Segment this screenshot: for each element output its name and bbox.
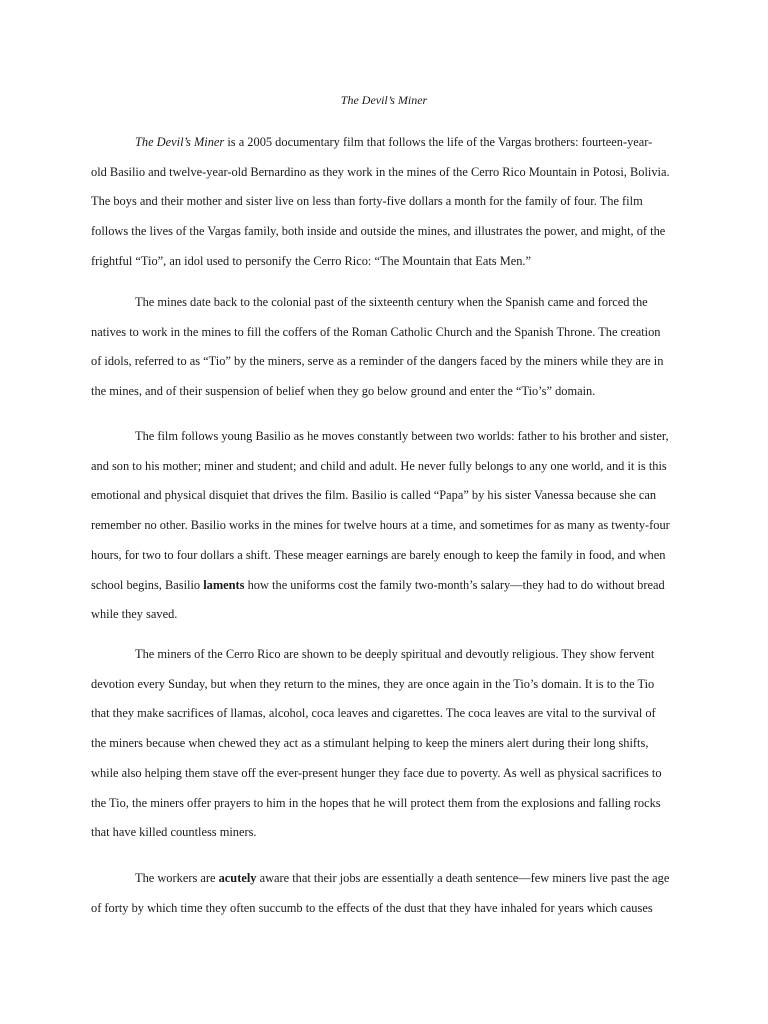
text-segment: is a 2005 documentary film that follows the life of the Vargas brothers: fourteen-year-: [224, 135, 653, 149]
text-segment: school begins, Basilio: [91, 577, 204, 592]
text-line: [91, 571, 679, 601]
text-segment: the Tio, the miners offer prayers to him in the hopes that he will protect them from the explosions and falling rocks: [91, 795, 661, 810]
text-segment: of idols, referred to as “Tio” by the miners, serve as a reminder of the dangers faced by the miners while they are in: [91, 354, 664, 369]
text-segment: the miners because when chewed they act as a stimulant helping to keep the miners alert during their long shifts,: [91, 736, 649, 751]
document-title: The Devil’s Miner: [340, 93, 428, 107]
text-segment: old Basilio and twelve-year-old Bernardino as they work in the mines of the Cerro Rico Mountain in Potosi, Bolivia.: [91, 164, 670, 179]
text-line: [91, 452, 679, 482]
text-segment: the mines, and of their suspension of belief when they go below ground and enter the “Tio’s” domain.: [91, 384, 596, 399]
text-line: [91, 247, 679, 277]
text-segment: of forty by which time they often succumb to the effects of the dust that they have inhaled for years which causes: [91, 900, 653, 915]
text-line: [91, 729, 679, 759]
text-segment: frightful “Tio”, an idol used to personify the Cerro Rico: “The Mountain that Eats Men.”: [91, 253, 532, 268]
text-segment: aware that their jobs are essentially a death sentence—few miners live past the age: [256, 871, 670, 885]
text-segment: while also helping them stave off the ever-present hunger they face due to poverty. As well as physical sacrifices to: [91, 765, 662, 780]
text-line: [91, 128, 679, 158]
bold-text-segment: acutely: [218, 871, 257, 885]
text-segment: emotional and physical disquiet that drives the film. Basilio is called “Papa” by his sister Vanessa because she can: [91, 488, 657, 503]
text-segment: how the uniforms cost the family two-month’s salary—they had to do without bread: [244, 577, 665, 592]
text-line: [91, 158, 679, 188]
text-segment: and son to his mother; miner and student; and child and adult. He never fully belongs to any one world, and it is this: [91, 458, 667, 473]
text-line: [91, 422, 679, 452]
text-segment: The workers are: [135, 871, 219, 885]
text-segment: The mines date back to the colonial past of the sixteenth century when the Spanish came and forced the: [135, 295, 648, 309]
text-segment: follows the lives of the Vargas family, both inside and outside the mines, and illustrates the power, and might, of the: [91, 224, 666, 239]
text-line: [91, 640, 679, 670]
text-segment: The boys and their mother and sister live on less than forty-five dollars a month for the family of four. The film: [91, 194, 643, 209]
paragraph-3: [91, 422, 679, 630]
bold-text-segment: laments: [203, 577, 245, 592]
text-line: [91, 347, 679, 377]
text-line: [91, 217, 679, 247]
text-line: [91, 481, 679, 511]
text-segment: hours, for two to four dollars a shift. These meager earnings are barely enough to keep the family in food, and when: [91, 547, 666, 562]
text-line: [91, 818, 679, 848]
paragraph-5: [91, 864, 679, 923]
paragraph-2: [91, 288, 679, 407]
text-segment: natives to work in the mines to fill the coffers of the Roman Catholic Church and the Spanish Throne. The creation: [91, 324, 661, 339]
text-line: [91, 864, 679, 894]
text-segment: that they make sacrifices of llamas, alcohol, coca leaves and cigarettes. The coca leaves are vital to the survival of: [91, 706, 656, 721]
text-line: [91, 541, 679, 571]
text-segment: The miners of the Cerro Rico are shown to be deeply spiritual and devoutly religious. They show fervent: [135, 647, 655, 661]
italic-text-segment: The Devil’s Miner: [135, 135, 225, 149]
text-segment: while they saved.: [91, 607, 178, 622]
text-line: [91, 511, 679, 541]
text-line: [91, 699, 679, 729]
paragraph-4: [91, 640, 679, 848]
paragraph-1: [91, 128, 679, 277]
text-line: [91, 759, 679, 789]
text-line: [91, 670, 679, 700]
text-line: [91, 288, 679, 318]
text-segment: that have killed countless miners.: [91, 825, 257, 840]
text-line: [91, 318, 679, 348]
text-segment: devotion every Sunday, but when they return to the mines, they are once again in the Tio’s domain. It is to the Tio: [91, 676, 655, 691]
text-line: [91, 187, 679, 217]
text-segment: remember no other. Basilio works in the mines for twelve hours at a time, and sometimes for as many as twenty-four: [91, 518, 670, 533]
text-line: [91, 377, 679, 407]
text-line: [91, 600, 679, 630]
text-line: [91, 789, 679, 819]
text-line: [91, 894, 679, 924]
text-segment: The film follows young Basilio as he moves constantly between two worlds: father to his brother and sister,: [135, 429, 669, 443]
